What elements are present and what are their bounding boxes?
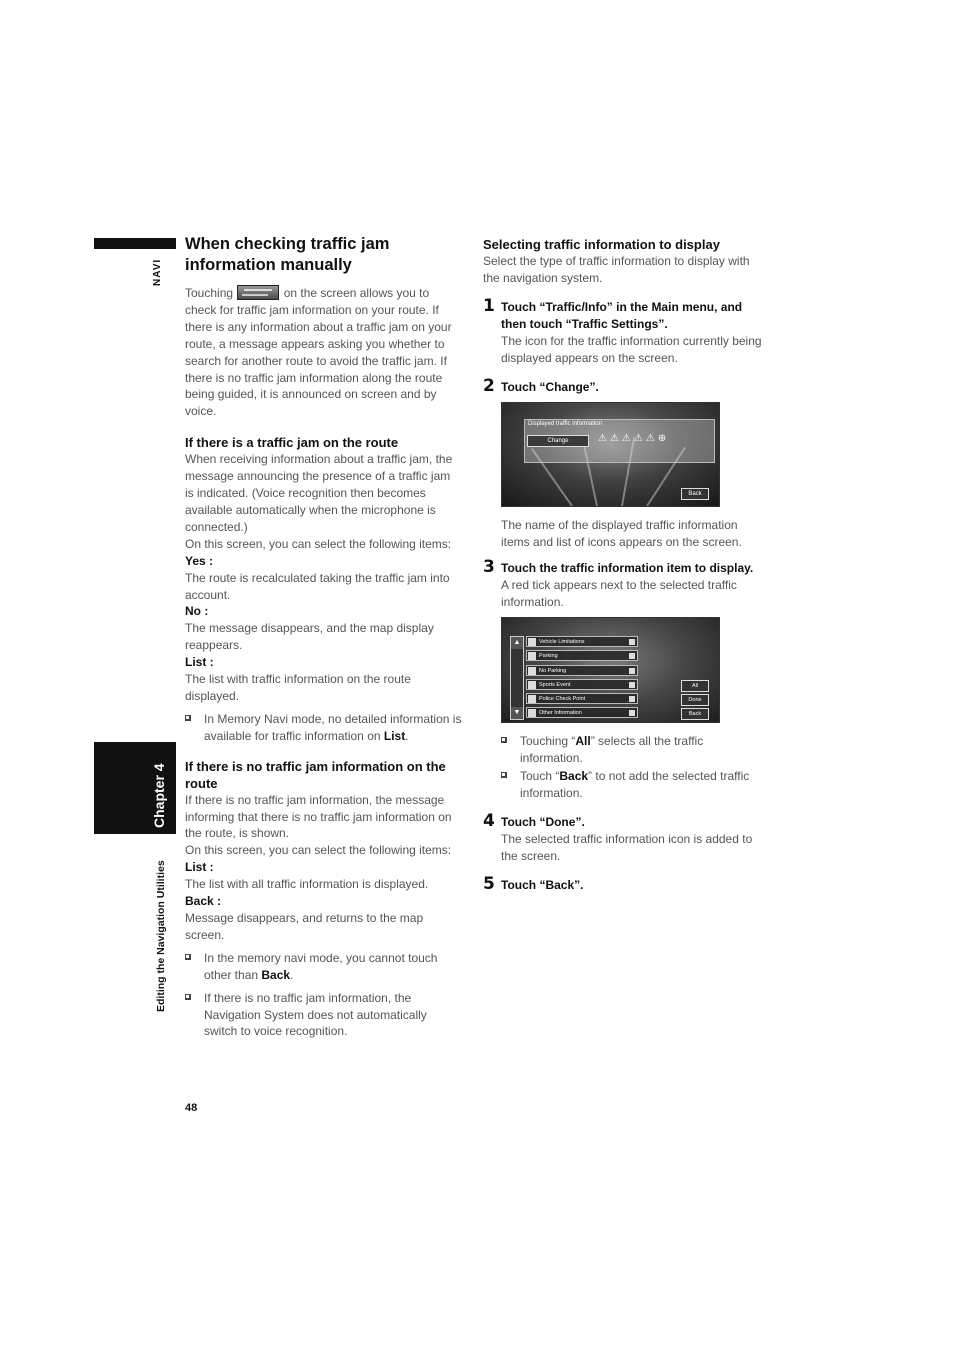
step-2 xyxy=(483,375,763,396)
sec2-back-term: Back : xyxy=(185,894,222,909)
item-label: Vehicle Limitations xyxy=(539,639,585,646)
screenshot-item-list xyxy=(501,617,720,723)
info-icon xyxy=(528,709,536,717)
sec2-heading: If there is no traffic jam information on the route xyxy=(185,758,446,791)
sec2-note1 xyxy=(185,950,462,984)
vehicle-icon xyxy=(528,638,536,646)
no-term: No : xyxy=(185,604,209,619)
intro-after: on the screen allows you to check for traffic jam information on your route. If there is any information about a traffic jam on your route, a message appears asking you whether to search for another route to avoid the traffic jam. If there is no traffic jam information along the route being guided, it is announced on screen and by voice. xyxy=(185,286,452,419)
step-number: 1 xyxy=(483,295,495,316)
no-desc: The message disappears, and the map display reappears. xyxy=(185,621,434,653)
list-term: List : xyxy=(185,655,214,670)
done-button[interactable]: Done xyxy=(681,694,709,706)
item-label: Police Check Point xyxy=(539,696,586,702)
checkbox-icon xyxy=(629,710,635,716)
scrollbar[interactable] xyxy=(510,636,524,720)
step-1 xyxy=(483,295,763,367)
note-back-post: ” to not add the selected traffic information. xyxy=(520,769,750,800)
sec2-note1-text: In the memory navi mode, you cannot touch other than xyxy=(204,950,438,982)
step-number: 5 xyxy=(483,873,495,894)
sec2-back-desc: Message disappears, and returns to the map screen. xyxy=(185,911,424,942)
step2-body: The name of the displayed traffic information items and list of icons appears on the screen. xyxy=(501,517,742,549)
list-item[interactable] xyxy=(526,665,638,676)
list-item[interactable] xyxy=(526,650,638,661)
note-back xyxy=(501,768,763,802)
sec2-list-desc: The list with all traffic information is displayed. xyxy=(185,877,429,892)
item-label: Parking xyxy=(539,653,558,660)
back-button[interactable]: Back xyxy=(681,708,709,720)
note-all xyxy=(501,733,763,767)
no-parking-icon xyxy=(528,667,536,675)
step3-notes xyxy=(501,733,763,802)
sec1-heading: If there is a traffic jam on the route xyxy=(185,435,399,451)
step-body: The selected traffic information icon is added to the screen. xyxy=(501,831,753,863)
scroll-up-icon[interactable]: ▲ xyxy=(511,637,523,649)
list-item[interactable] xyxy=(526,693,638,704)
note-all-pre: Touching “ xyxy=(520,734,576,749)
step-number: 2 xyxy=(483,375,495,396)
list-item[interactable] xyxy=(526,636,638,647)
right-intro: Select the type of traffic information to display with the navigation system. xyxy=(483,254,750,285)
step-title: Touch “Traffic/Info” in the Main menu, and then touch “Traffic Settings”. xyxy=(501,299,743,331)
list-item[interactable] xyxy=(526,707,638,718)
note-back-pre: Touch “ xyxy=(520,769,560,784)
note-bullet-icon xyxy=(501,772,507,778)
right-heading: Selecting traffic information to display xyxy=(483,237,720,252)
top-bar xyxy=(94,238,176,249)
sec2-list-term: List : xyxy=(185,860,214,875)
item-label: Sports Event xyxy=(539,681,571,688)
item-label: No Parking xyxy=(539,667,567,674)
note-bullet-icon xyxy=(501,737,507,743)
step-body: The icon for the traffic information currently being displayed appears on the screen. xyxy=(501,333,762,365)
sec1-note-text: In Memory Navi mode, no detailed information is available for traffic information on xyxy=(204,711,462,743)
note-bullet-icon xyxy=(185,954,191,960)
page-number: 48 xyxy=(185,1102,198,1114)
sec1-note xyxy=(185,711,462,745)
main-heading: When checking traffic jam information manually xyxy=(185,235,390,274)
chapter-label: Chapter 4 xyxy=(151,763,167,828)
sec2-note2-text: If there is no traffic jam information, the Navigation System does not automatically switch to voice recognition. xyxy=(204,990,427,1039)
yes-term: Yes : xyxy=(185,553,214,568)
right-column xyxy=(483,236,763,894)
left-column xyxy=(185,234,462,1040)
step-5 xyxy=(483,873,763,894)
section-label: Editing the Navigation Utilities xyxy=(155,860,167,1012)
sec2-body2: On this screen, you can select the following items: xyxy=(185,843,452,858)
checkbox-icon xyxy=(629,639,635,645)
sec1-note-end: . xyxy=(405,728,409,743)
sec2-note2 xyxy=(185,990,462,1041)
sec1-note-bold: List xyxy=(383,728,406,743)
checkbox-icon xyxy=(629,668,635,674)
sec2-note1-end: . xyxy=(290,967,294,982)
list-desc: The list with traffic information on the route displayed. xyxy=(185,672,411,703)
sec1-body: When receiving information about a traffic jam, the message announcing the presence of a traffic jam is indicated. (Voice recognition then becomes available automatically when the microphone is connected.) xyxy=(185,452,453,534)
step-number: 4 xyxy=(483,810,495,831)
step-title: Touch “Back”. xyxy=(501,877,584,892)
list-item[interactable] xyxy=(526,679,638,690)
step-4 xyxy=(483,810,763,865)
sec1-body2: On this screen, you can select the following items: xyxy=(185,536,452,551)
all-button[interactable]: All xyxy=(681,680,709,692)
sec2-body: If there is no traffic jam information, the message informing that there is no traffic jam information on the route, is shown. xyxy=(185,792,452,841)
step-3 xyxy=(483,557,763,611)
yes-desc: The route is recalculated taking the traffic jam into account. xyxy=(185,570,450,602)
back-button[interactable]: Back xyxy=(681,488,709,500)
traffic-button-icon xyxy=(237,285,279,300)
step-title: Touch the traffic information item to display. xyxy=(501,561,754,576)
change-button[interactable]: Change xyxy=(527,435,589,447)
checkbox-icon xyxy=(629,682,635,688)
step-number: 3 xyxy=(483,557,495,578)
note-all-bold: All xyxy=(575,734,591,749)
sports-icon xyxy=(528,681,536,689)
checkbox-icon xyxy=(629,653,635,659)
panel-title: Displayed traffic information xyxy=(528,420,602,427)
item-label: Other Information xyxy=(539,710,582,717)
sec2-note1-bold: Back xyxy=(261,967,291,982)
note-bullet-icon xyxy=(185,994,191,1000)
intro-paragraph xyxy=(185,285,462,420)
parking-icon xyxy=(528,652,536,660)
intro-before: Touching xyxy=(185,286,237,300)
screenshot-display-settings xyxy=(501,402,720,507)
police-icon xyxy=(528,695,536,703)
scroll-down-icon[interactable]: ▼ xyxy=(511,707,523,719)
traffic-icons-row: ⚠⚠⚠⚠⚠⊕ xyxy=(598,432,670,444)
note-back-bold: Back xyxy=(559,769,589,784)
checkbox-icon xyxy=(629,696,635,702)
step-title: Touch “Done”. xyxy=(501,814,585,829)
step-title: Touch “Change”. xyxy=(501,379,599,394)
note-bullet-icon xyxy=(185,715,191,721)
navi-tab-label: NAVI xyxy=(152,258,163,286)
note-all-post: ” selects all the traffic information. xyxy=(520,734,704,766)
traffic-item-list xyxy=(526,636,638,721)
step-body: A red tick appears next to the selected traffic information. xyxy=(501,578,737,610)
